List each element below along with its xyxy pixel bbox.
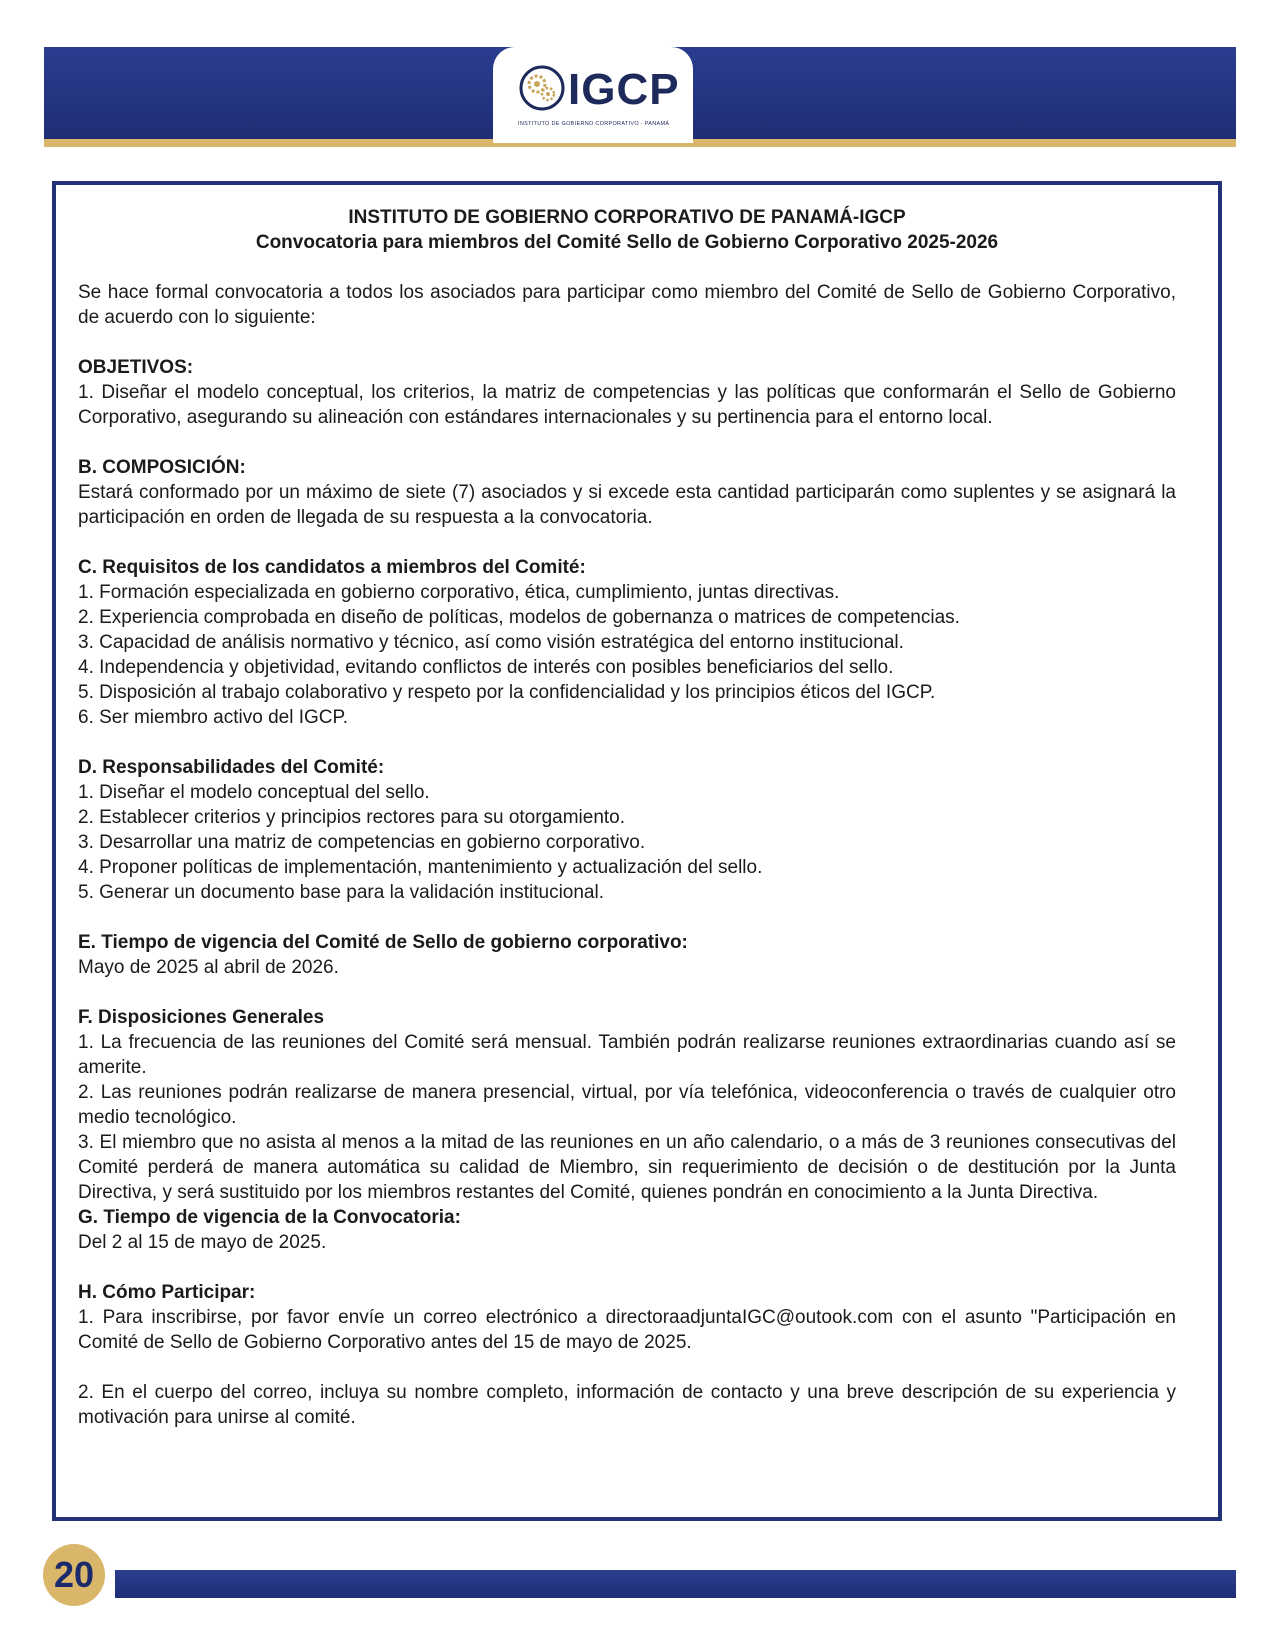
vigencia-comite-text: Mayo de 2025 al abril de 2026. — [78, 957, 339, 978]
logo-subtitle: INSTITUTO DE GOBIERNO CORPORATIVO · PANAMÁ — [518, 121, 670, 127]
list-item: 5. Disposición al trabajo colaborativo y respeto por la confidencialidad y los principios éticos del IGCP. — [78, 682, 936, 703]
list-item: 1. Formación especializada en gobierno corporativo, ética, cumplimiento, juntas directivas. — [78, 582, 840, 603]
list-item: 1. La frecuencia de las reuniones del Comité será mensual. También podrán realizarse reuniones extraordinarias cuando así se amerite. — [78, 1032, 1176, 1078]
section-heading-vigencia-convocatoria: G. Tiempo de vigencia de la Convocatoria: — [78, 1207, 461, 1228]
list-item: 5. Generar un documento base para la validación institucional. — [78, 882, 604, 903]
list-item: 1. Diseñar el modelo conceptual del sello. — [78, 782, 430, 803]
participar-item-1: 1. Para inscribirse, por favor envíe un correo electrónico a directoraadjuntaIGC@outook.com con el asunto "Participación en Comité de Sello de Gobierno Corporativo antes del 15 de mayo de 2025. — [78, 1307, 1176, 1353]
list-item: 3. Desarrollar una matriz de competencias en gobierno corporativo. — [78, 832, 646, 853]
section-heading-disposiciones: F. Disposiciones Generales — [78, 1007, 325, 1028]
section-heading-participar: H. Cómo Participar: — [78, 1282, 256, 1303]
section-heading-vigencia-comite: E. Tiempo de vigencia del Comité de Sello de gobierno corporativo: — [78, 932, 688, 953]
section-heading-objetivos: OBJETIVOS: — [78, 357, 194, 378]
logo-text: IGCP — [568, 65, 680, 114]
list-item: 4. Proponer políticas de implementación, mantenimiento y actualización del sello. — [78, 857, 763, 878]
vigencia-convocatoria-text: Del 2 al 15 de mayo de 2025. — [78, 1232, 327, 1253]
document-title: INSTITUTO DE GOBIERNO CORPORATIVO DE PANAMÁ-IGCP — [348, 207, 906, 228]
list-item: 2. Las reuniones podrán realizarse de manera presencial, virtual, por vía telefónica, videoconferencia o través de cualquier otro medio tecnológico. — [78, 1082, 1176, 1128]
document-subtitle: Convocatoria para miembros del Comité Sello de Gobierno Corporativo 2025-2026 — [255, 232, 999, 253]
list-item: 3. Capacidad de análisis normativo y técnico, así como visión estratégica del entorno institucional. — [78, 632, 904, 653]
page-number: 20 — [43, 1544, 105, 1606]
footer-bar — [115, 1570, 1236, 1598]
list-item: 2. Establecer criterios y principios rectores para su otorgamiento. — [78, 807, 626, 828]
document-body — [78, 205, 1176, 1430]
composicion-text: Estará conformado por un máximo de siete (7) asociados y si excede esta cantidad participarán como suplentes y se asignará la participación en orden de llegada de su respuesta a la convocatoria. — [78, 482, 1176, 528]
list-item: 6. Ser miembro activo del IGCP. — [78, 707, 348, 728]
list-item: 1. Diseñar el modelo conceptual, los criterios, la matriz de competencias y las políticas que conformarán el Sello de Gobierno Corporativo, asegurando su alineación con estándares internacionales y su pertinencia para el entorno local. — [78, 382, 1176, 428]
section-heading-composicion: B. COMPOSICIÓN: — [78, 457, 246, 478]
gear-logo-icon — [518, 64, 566, 112]
section-heading-responsabilidades: D. Responsabilidades del Comité: — [78, 757, 385, 778]
section-heading-requisitos: C. Requisitos de los candidatos a miembros del Comité: — [78, 557, 586, 578]
list-item: 3. El miembro que no asista al menos a la mitad de las reuniones en un año calendario, o a más de 3 reuniones consecutivas del Comité perderá de manera automática su calidad de Miembro, sin requerimiento de decisión o de destitución por la Junta Directiva, y será sustituido por los miembros restantes del Comité, quienes pondrán en conocimiento a la Junta Directiva. — [78, 1132, 1176, 1203]
list-item: 2. Experiencia comprobada en diseño de políticas, modelos de gobernanza o matrices de competencias. — [78, 607, 960, 628]
list-item: 4. Independencia y objetividad, evitando conflictos de interés con posibles beneficiarios del sello. — [78, 657, 894, 678]
participar-item-2: 2. En el cuerpo del correo, incluya su nombre completo, información de contacto y una breve descripción de su experiencia y motivación para unirse al comité. — [78, 1382, 1176, 1428]
intro-paragraph: Se hace formal convocatoria a todos los asociados para participar como miembro del Comité de Sello de Gobierno Corporativo, de acuerdo con lo siguiente: — [78, 282, 1176, 328]
